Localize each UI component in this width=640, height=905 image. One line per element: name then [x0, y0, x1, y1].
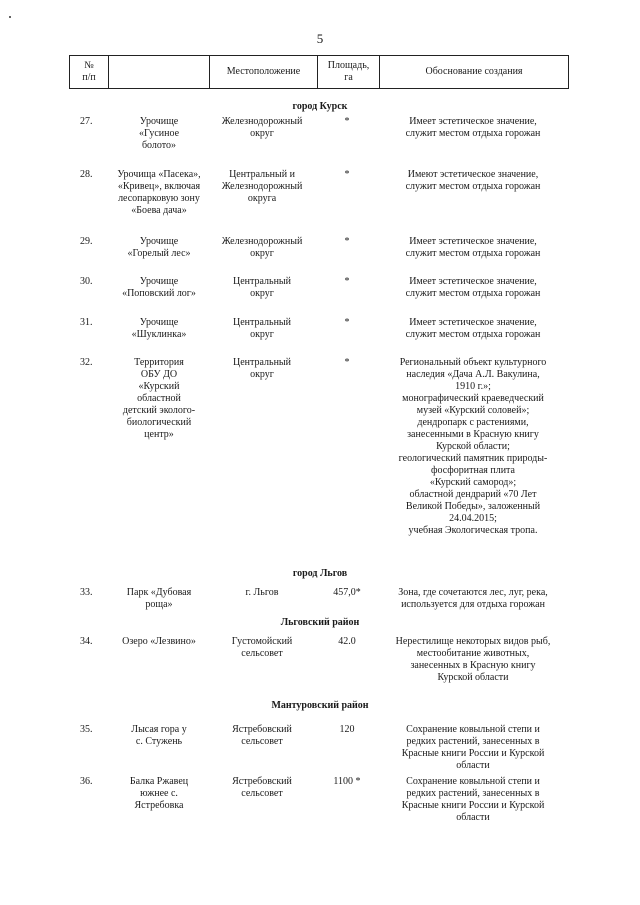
row-area: *: [344, 317, 350, 328]
row-area: *: [344, 276, 350, 287]
row-num: 32.: [80, 357, 93, 368]
row-name: Урочища «Пасека», «Кривец», включая лесопарковую зону «Боева дача»: [117, 169, 201, 216]
row-location: Густомойский сельсовет: [231, 636, 293, 659]
section-title-lgovsky-district: Льговский район: [280, 617, 360, 628]
row-num: 35.: [80, 724, 93, 735]
row-name: Урочище «Горелый лес»: [127, 236, 191, 259]
row-num: 36.: [80, 776, 93, 787]
row-area: *: [344, 169, 350, 180]
row-num: 31.: [80, 317, 93, 328]
row-basis: Имеет эстетическое значение, служит местом отдыха горожан: [405, 317, 541, 340]
row-location: Железнодорожный округ: [221, 116, 303, 139]
row-num: 33.: [80, 587, 93, 598]
row-name: Урочище «Гусиное болото»: [138, 116, 180, 151]
row-location: Центральный и Железнодорожный округа: [221, 169, 303, 204]
row-area: 42.0: [338, 636, 356, 647]
row-basis: Имеет эстетическое значение, служит местом отдыха горожан: [405, 276, 541, 299]
row-area: 457,0*: [333, 587, 361, 598]
row-basis: Имеет эстетическое значение, служит местом отдыха горожан: [405, 236, 541, 259]
row-num: 29.: [80, 236, 93, 247]
header-location: Местоположение: [226, 66, 301, 77]
header-name: [109, 56, 209, 88]
row-name: Озеро «Лезвино»: [122, 636, 196, 647]
header-num: № п/п: [82, 60, 96, 83]
row-location: Железнодорожный округ: [221, 236, 303, 259]
page-number: 5: [316, 31, 324, 46]
row-basis: Сохранение ковыльной степи и редких растений, занесенных в Красные книги России и Курской области: [401, 724, 545, 771]
row-area: *: [344, 116, 350, 127]
row-location: Центральный округ: [232, 357, 291, 380]
row-basis: Сохранение ковыльной степи и редких растений, занесенных в Красные книги России и Курской области: [401, 776, 545, 823]
row-name: Лысая гора у с. Стужень: [131, 724, 187, 747]
row-num: 27.: [80, 116, 93, 127]
row-basis: Имеет эстетическое значение, служит местом отдыха горожан: [405, 116, 541, 139]
row-area: 120: [339, 724, 355, 735]
section-title-kursk: город Курск: [292, 101, 348, 112]
row-location: Ястребовский сельсовет: [232, 776, 292, 799]
row-name: Территория ОБУ ДО «Курский областной детский эколого- биологический центр»: [122, 357, 196, 440]
row-location: Ястребовский сельсовет: [232, 724, 292, 747]
row-location: Центральный округ: [232, 317, 291, 340]
row-basis: Зона, где сочетаются лес, луг, река, используется для отдыха горожан: [398, 587, 548, 610]
row-area: *: [344, 236, 350, 247]
row-basis: Региональный объект культурного наследия «Дача А.Л. Вакулина, 1910 г.»; монографический краеведческий музей «Курский соловей»; дендропарк с растениями, занесенными в Красную книгу Курской области; геологический памятник природы- фосфоритная плита «Курский самород»; областной дендрарий «70 Лет Великой Победы», заложенный 24.04.2015; учебная Экологическая тропа.: [398, 357, 548, 536]
header-basis: Обоснование создания: [425, 66, 523, 77]
row-num: 30.: [80, 276, 93, 287]
row-location: г. Льгов: [245, 587, 279, 598]
table-header: [69, 55, 569, 89]
row-num: 28.: [80, 169, 93, 180]
row-location: Центральный округ: [232, 276, 291, 299]
row-name: Урочище «Шуклинка»: [131, 317, 187, 340]
row-name: Парк «Дубовая роща»: [126, 587, 192, 610]
row-name: Балка Ржавец южнее с. Ястребовка: [129, 776, 189, 811]
row-basis: Имеют эстетическое значение, служит местом отдыха горожан: [405, 169, 541, 192]
scan-dot: [9, 16, 11, 18]
row-num: 34.: [80, 636, 93, 647]
header-area: Площадь, га: [327, 60, 370, 83]
row-name: Урочище «Поповский лог»: [122, 276, 196, 299]
section-title-lgov: город Льгов: [292, 568, 348, 579]
row-area: 1100 *: [333, 776, 361, 787]
row-basis: Нерестилище некоторых видов рыб, местообитание животных, занесенных в Красную книгу Курской области: [395, 636, 551, 683]
section-title-manturovsky-district: Мантуровский район: [271, 700, 369, 711]
row-area: *: [344, 357, 350, 368]
